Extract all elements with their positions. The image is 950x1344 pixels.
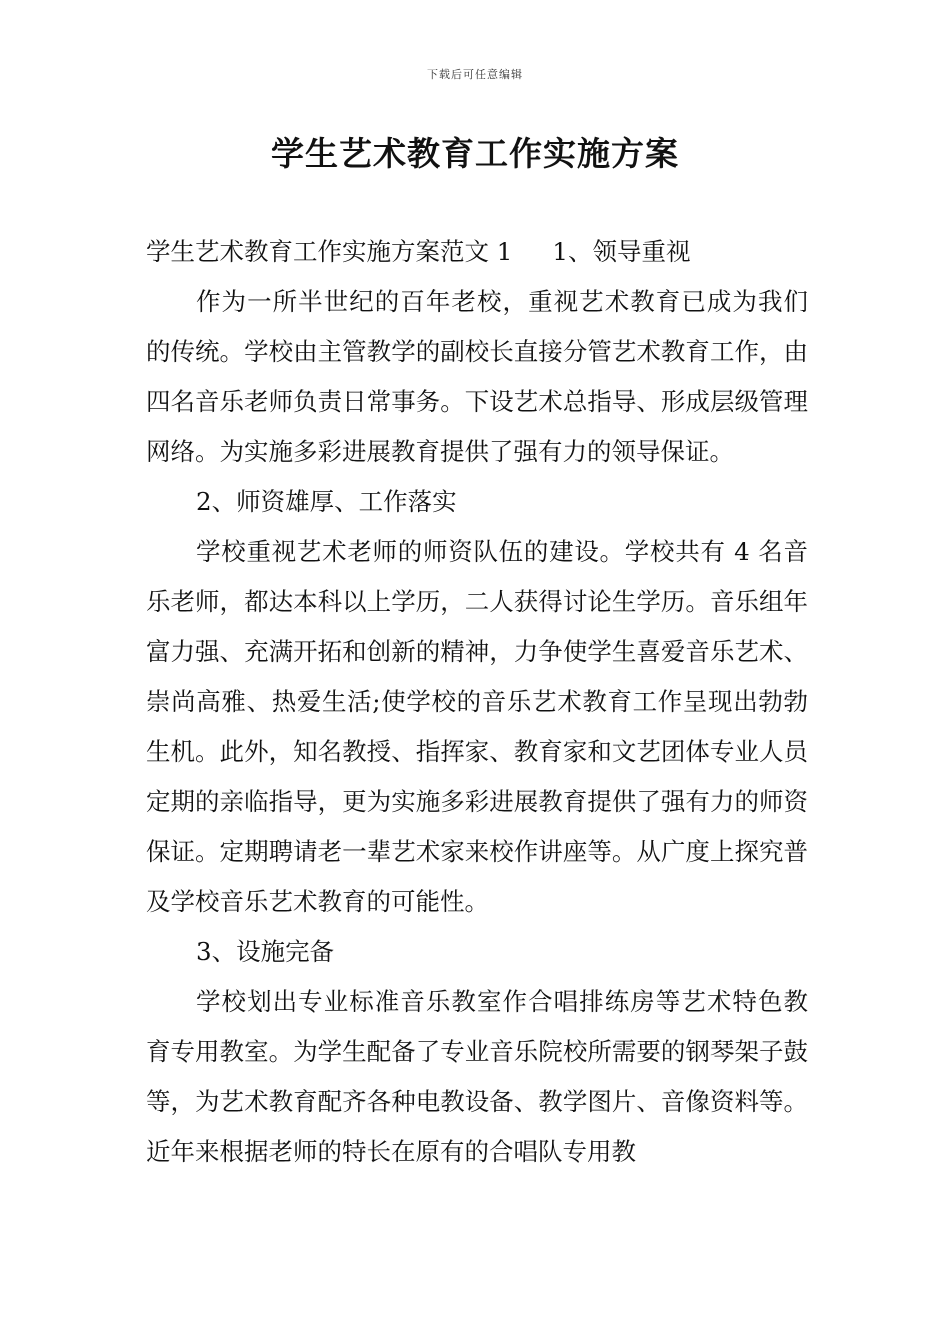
section-heading-2: 2、师资雄厚、工作落实	[196, 487, 457, 516]
paragraph-leadership: 作为一所半世纪的百年老校，重视艺术教育已成为我们的传统。学校由主管教学的副校长直接分管艺术教育工作，由四名音乐老师负责日常事务。下设艺术总指导、形成层级管理网络。为实施多彩进展教育提供了强有力的领导保证。	[146, 287, 808, 466]
document-body	[146, 227, 808, 1177]
section-heading-1: 1、领导重视	[552, 237, 691, 266]
document-title: 学生艺术教育工作实施方案	[271, 134, 679, 173]
intro-lead: 学生艺术教育工作实施方案范文 1	[146, 237, 513, 266]
header-note: 下载后可任意编辑	[427, 68, 523, 81]
paragraph-teachers: 学校重视艺术老师的师资队伍的建设。学校共有 4 名音乐老师，都达本科以上学历，二人获得讨论生学历。音乐组年富力强、充满开拓和创新的精神，力争使学生喜爱音乐艺术、崇尚高雅、热爱生活;使学校的音乐艺术教育工作呈现出勃勃生机。此外，知名教授、指挥家、教育家和文艺团体专业人员定期的亲临指导，更为实施多彩进展教育提供了强有力的师资保证。定期聘请老一辈艺术家来校作讲座等。从广度上探究普及学校音乐艺术教育的可能性。	[146, 537, 808, 916]
section-heading-3: 3、设施完备	[196, 937, 335, 966]
intro-line	[146, 227, 808, 277]
paragraph-facilities: 学校划出专业标准音乐教室作合唱排练房等艺术特色教育专用教室。为学生配备了专业音乐院校所需要的钢琴架子鼓等，为艺术教育配齐各种电教设备、教学图片、音像资料等。近年来根据老师的特长在原有的合唱队专用教	[146, 987, 808, 1166]
